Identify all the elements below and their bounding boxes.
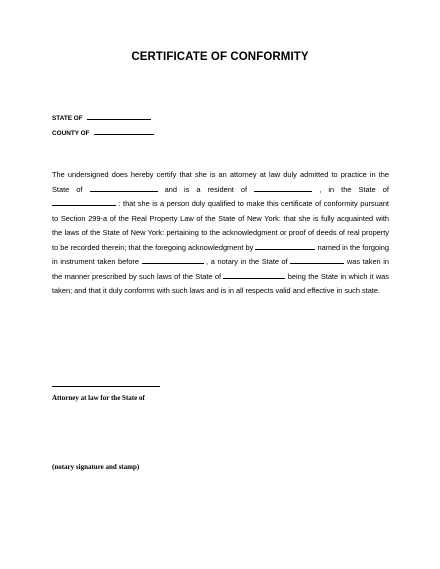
body-text-1: The undersigned does hereby certify that she is an attorney at law duly admitted to practice in the State of bbox=[52, 170, 389, 194]
notary-state-blank[interactable] bbox=[290, 256, 344, 264]
body-text-7: was taken in the manner prescribed by such laws of the State of bbox=[52, 257, 389, 281]
body-text-8: being the State in which it was taken; and that it duly conforms with such laws and is in all respects valid and effective in such state. bbox=[52, 271, 389, 295]
body-text-2: and is a resident of bbox=[164, 184, 248, 194]
certificate-body bbox=[52, 168, 389, 299]
document-title: CERTIFICATE OF CONFORMITY bbox=[131, 51, 309, 63]
state-field bbox=[52, 113, 151, 122]
residence-state-blank[interactable] bbox=[52, 198, 116, 206]
acknowledger-blank[interactable] bbox=[255, 242, 315, 250]
state-label: STATE OF bbox=[52, 115, 83, 122]
attorney-label: Attorney at law for the State of bbox=[52, 394, 145, 402]
taken-state-blank[interactable] bbox=[223, 271, 285, 279]
residence-blank[interactable] bbox=[254, 184, 312, 192]
body-text-4: : that she is a person duly qualified to make this certificate of conformity pursuant to Section 299-a of the Real Property Law of the State of New York: that she is fully acquainted with the laws of the State of New York: pertaining to the acknowledgment or proof of deeds of real property to be recorded therein; that the foregoing acknowledgment by bbox=[52, 199, 389, 252]
body-text-6: , a notary in the State of bbox=[206, 257, 288, 266]
admitted-state-blank[interactable] bbox=[90, 184, 158, 192]
state-blank[interactable] bbox=[87, 113, 151, 120]
taken-before-blank[interactable] bbox=[142, 256, 204, 264]
attorney-signature-line[interactable] bbox=[52, 386, 160, 387]
county-label: COUNTY OF bbox=[52, 130, 90, 137]
county-field bbox=[52, 128, 154, 137]
body-text-3: , in the State of bbox=[319, 184, 389, 194]
notary-label: (notary signature and stamp) bbox=[52, 463, 140, 471]
county-blank[interactable] bbox=[94, 128, 154, 135]
body-text-5: named in the forgoing in instrument taken before bbox=[52, 242, 389, 266]
